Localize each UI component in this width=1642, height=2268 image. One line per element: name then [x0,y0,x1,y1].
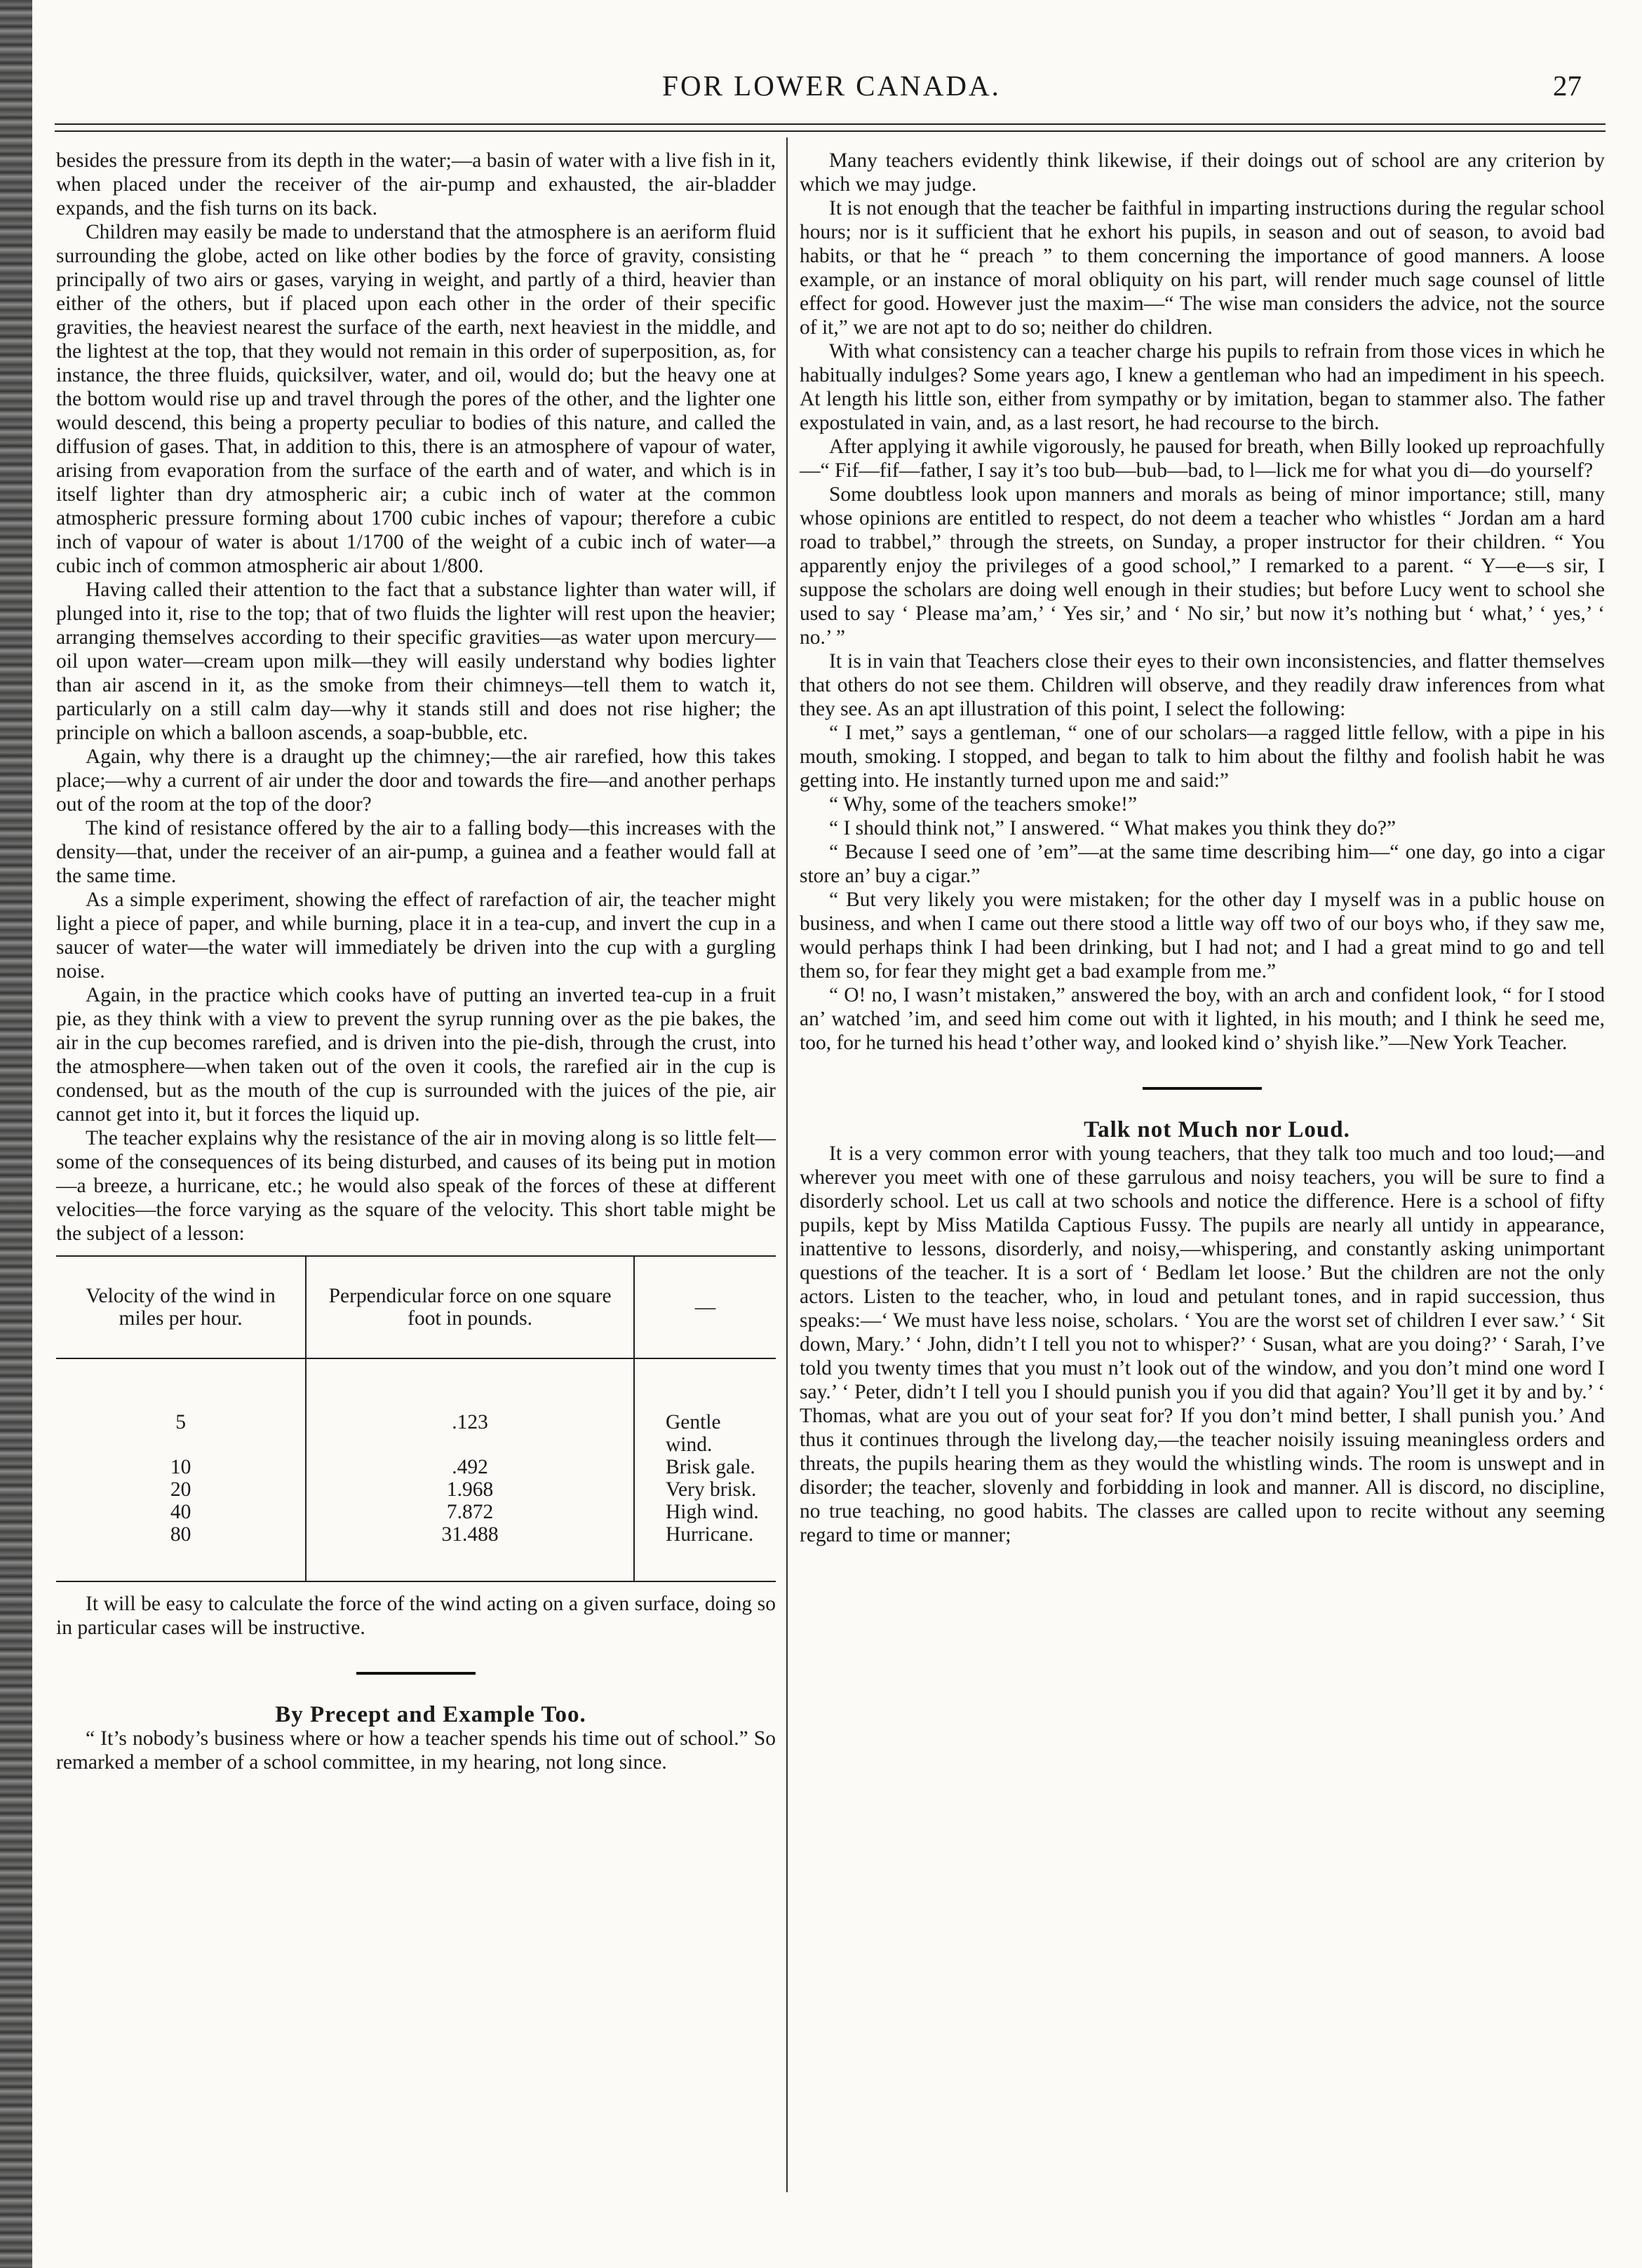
table-cell-description: High wind. [634,1501,776,1523]
paragraph: It is in vain that Teachers close their eyes to their own inconsistencies, and flatter themselves that others do not see them. Children will observe, and they readily draw inferences from what they see. As an apt illustration of this point, I select the following: [800,650,1605,720]
table-cell-velocity: 10 [170,1456,191,1478]
table-row [56,1501,776,1523]
paragraph: It is not enough that the teacher be faithful in imparting instructions during the regular school hours; nor is it sufficient that he exhort his pupils, in season and out of season, to avoid bad habits, or that he “ preach ” to them concerning the importance of good manners. A loose example, or an instance of moral obliquity on his part, will render much sage counsel of little effect for good. However just the maxim—“ The wise man considers the advice, not the source of it,” we are not apt to do so; neither do children. [800,197,1605,339]
table-row [56,1456,776,1478]
table-header-velocity: Velocity of the wind in miles per hour. [56,1256,306,1358]
table-cell-velocity: 40 [170,1501,191,1523]
paragraph: As a simple experiment, showing the effect of rarefaction of air, the teacher might light a piece of paper, and while burning, place it in a tea-cup, and invert the cup in a saucer of water—the water will immediately be driven into the cup with a gurgling noise. [56,889,776,983]
paragraph: “ Why, some of the teachers smoke!” [829,793,1138,816]
section-title-talk: Talk not Much nor Loud. [1084,1117,1350,1142]
table-cell-force: 31.488 [306,1523,634,1581]
paragraph: After applying it awhile vigorously, he paused for breath, when Billy looked up reproachfully—“ Fif—fif—father, I say it’s too bub—bub—bad, to l—lick me for what you di—do yourself? [800,436,1605,482]
table-header-force: Perpendicular force on one square foot in pounds. [306,1256,634,1358]
table-cell-force: .123 [306,1358,634,1456]
wind-velocity-table [56,1255,776,1582]
page-number: 27 [1553,69,1582,102]
table-cell-description: Brisk gale. [634,1456,776,1478]
left-column [56,149,776,1774]
table-cell-force: .492 [306,1456,634,1478]
table-row [56,1358,776,1456]
paragraph: Some doubtless look upon manners and morals as being of minor importance; still, many whose opinions are entitled to respect, do not deem a teacher who whistles “ Jordan am a hard road to trabbel,” through the streets, on Sunday, a proper instructor for their children. “ You apparently enjoy the privileges of a good school,” I remarked to a parent. “ Y—e—s sir, I suppose the scholars are doing well enough in their studies; but before Lucy went to school she used to say ‘ Please ma’am,’ ‘ Yes sir,’ and ‘ No sir,’ but now it’s nothing but ‘ what,’ ‘ yes,’ ‘ no.’ ” [800,483,1605,649]
table-cell-velocity: 5 [175,1411,186,1433]
table-cell-description: Very brisk. [634,1478,776,1501]
page-binding-edge [0,0,32,2268]
paragraph: “ I should think not,” I answered. “ What makes you think they do?” [829,817,1397,839]
table-row [56,1523,776,1581]
table-cell-velocity: 20 [170,1478,191,1501]
paragraph: “ O! no, I wasn’t mistaken,” answered the boy, with an arch and confident look, “ for I stood an’ watched ’im, and seed him come out with it lighted, in his mouth; and I think he seed me, too, for he turned his head t’other way, and looked kind o’ shyish like.”—New York Teacher. [800,984,1605,1054]
paragraph: The kind of resistance offered by the air to a falling body—this increases with the density—that, under the receiver of an air-pump, a guinea and a feather would fall at the same time. [56,817,776,887]
paragraph: Again, why there is a draught up the chimney;—the air rarefied, how this takes place;—why a current of air under the door and towards the fire—and another perhaps out of the room at the top of the door? [56,745,776,816]
paragraph: Having called their attention to the fact that a substance lighter than water will, if plunged into it, rise to the top; that of two fluids the lighter will rest upon the heavier; arranging themselves according to their specific gravities—as water upon mercury—oil upon water—cream upon milk—they will easily understand why bodies lighter than air ascend in it, as the smoke from their chimneys—tell them to watch it, particularly on a still calm day—why it stands still and does not rise higher; the principle on which a balloon ascends, a soap-bubble, etc. [56,579,776,744]
paragraph: It is a very common error with young teachers, that they talk too much and too loud;—and wherever you meet with one of these garrulous and noisy teachers, you will be sure to find a disorderly school. Let us call at two schools and notice the difference. Here is a school of fifty pupils, kept by Miss Matilda Captious Fussy. The pupils are nearly all untidy in appearance, inattentive to lessons, disorderly, and noisy,—whispering, and constantly asking unimportant questions of the teacher. It is a sort of ‘ Bedlam let loose.’ But the children are not the only actors. Listen to the teacher, who, in loud and petulant tones, and in rapid succession, thus speaks:—‘ We must have less noise, scholars. ‘ You are the worst set of children I ever saw.’ ‘ Sit down, Mary.’ ‘ John, didn’t I tell you not to whisper?’ ‘ Susan, what are you doing?’ ‘ Sarah, I’ve told you twenty times that you must n’t look out of the window, and you don’t mind one word I say.’ ‘ Peter, didn’t I tell you I should punish you if you did that again? You’ll get it by and by.’ ‘ Thomas, what are you out of your seat for? If you don’t mind better, I shall punish you.’ And thus it continues through the livelong day,—the teacher noisily issuing meaningless orders and threats, the pupils hearing them as they would the whistling winds. The room is unswept and in disorder; the teacher, slovenly and forbidding in look and manner. All is discord, no discipline, no true teaching, no good habits. The classes are called upon to recite without any seeming regard to time or manner; [800,1142,1605,1546]
paragraph: The teacher explains why the resistance of the air in moving along is so little felt—some of the consequences of its being disturbed, and causes of its being put in motion—a breeze, a hurricane, etc.; he would also speak of the forces of these at different velocities—the force varying as the square of the velocity. This short table might be the subject of a lesson: [56,1127,776,1245]
paragraph: Children may easily be made to understand that the atmosphere is an aeriform fluid surrounding the globe, acted on like other bodies by the force of gravity, consisting principally of two airs or gases, varying in weight, and partly of a third, heavier than either of the others, but if placed upon each other in the order of their specific gravities, the heaviest nearest the surface of the earth, next heaviest in the middle, and the lightest at the top, that they would not remain in this order of superposition, as, for instance, the three fluids, quicksilver, water, and oil, would do; but the heavy one at the bottom would rise up and travel through the pores of the other, and the lighter one would descend, this being a property peculiar to bodies of this nature, and called the diffusion of gases. That, in addition to this, there is an atmosphere of vapour of water, arising from evaporation from the surface of the earth and of water, and which is in itself lighter than dry atmospheric air; a cubic inch of water at the common atmospheric pressure forming about 1700 cubic inches of vapour; therefore a cubic inch of vapour of water is about 1/1700 of the weight of a cubic inch of water—a cubic inch of common atmospheric air about 1/800. [56,221,776,577]
table-cell-description: Hurricane. [634,1523,776,1581]
table-cell-force: 1.968 [306,1478,634,1501]
paragraph: Many teachers evidently think likewise, if their doings out of school are any criterion by which we may judge. [800,149,1605,196]
table-row [56,1478,776,1501]
paragraph: “ I met,” says a gentleman, “ one of our scholars—a ragged little fellow, with a pipe in his mouth, smoking. I stopped, and began to talk to him about the filthy and foolish habit he was getting into. He instantly turned upon me and said:” [800,722,1605,792]
page-header [56,62,1607,111]
paragraph: “ But very likely you were mistaken; for the other day I myself was in a public house on business, and when I came out there stood a little way off two of our boys who, if they saw me, would perhaps think I had been drinking, but I had not; and I had a great mind to go and tell them so, for fear they might get a bad example from me.” [800,889,1605,983]
running-title: FOR LOWER CANADA. [662,69,1001,102]
section-title-precept: By Precept and Example Too. [275,1702,586,1727]
right-column [800,149,1605,1547]
section-rule [356,1672,476,1675]
table-cell-description: Gentle wind. [634,1358,776,1456]
paragraph: It will be easy to calculate the force of the wind acting on a given surface, doing so in particular cases will be instructive. [56,1593,776,1639]
paragraph: “ Because I seed one of ’em”—at the same time describing him—“ one day, go into a cigar store an’ buy a cigar.” [800,841,1605,887]
column-divider [786,137,788,2192]
table-header-description: — [634,1256,776,1358]
paragraph: “ It’s nobody’s business where or how a teacher spends his time out of school.” So remarked a member of a school committee, in my hearing, not long since. [56,1727,776,1774]
paragraph: Again, in the practice which cooks have of putting an inverted tea-cup in a fruit pie, as they think with a view to prevent the syrup running over as the pie bakes, the air in the cup becomes rarefied, and is driven into the pie-dish, through the crust, into the atmosphere—when taken out of the oven it cools, the rarefied air in the cup is condensed, but as the mouth of the cup is surrounded with the juices of the pie, air cannot get into it, but it forces the liquid up. [56,984,776,1126]
paragraph: besides the pressure from its depth in the water;—a basin of water with a live fish in it, when placed under the receiver of the air-pump and exhausted, the air-bladder expands, and the fish turns on its back. [56,149,776,220]
paragraph: With what consistency can a teacher charge his pupils to refrain from those vices in which he habitually indulges? Some years ago, I knew a gentleman who had an impediment in his speech. At length his little son, either from sympathy or by imitation, began to stammer also. The father expostulated in vain, and, as a last resort, he had recourse to the birch. [800,340,1605,434]
section-rule [1143,1087,1262,1090]
table-cell-velocity: 80 [56,1523,306,1581]
header-double-rule [55,123,1606,132]
table-cell-force: 7.872 [306,1501,634,1523]
